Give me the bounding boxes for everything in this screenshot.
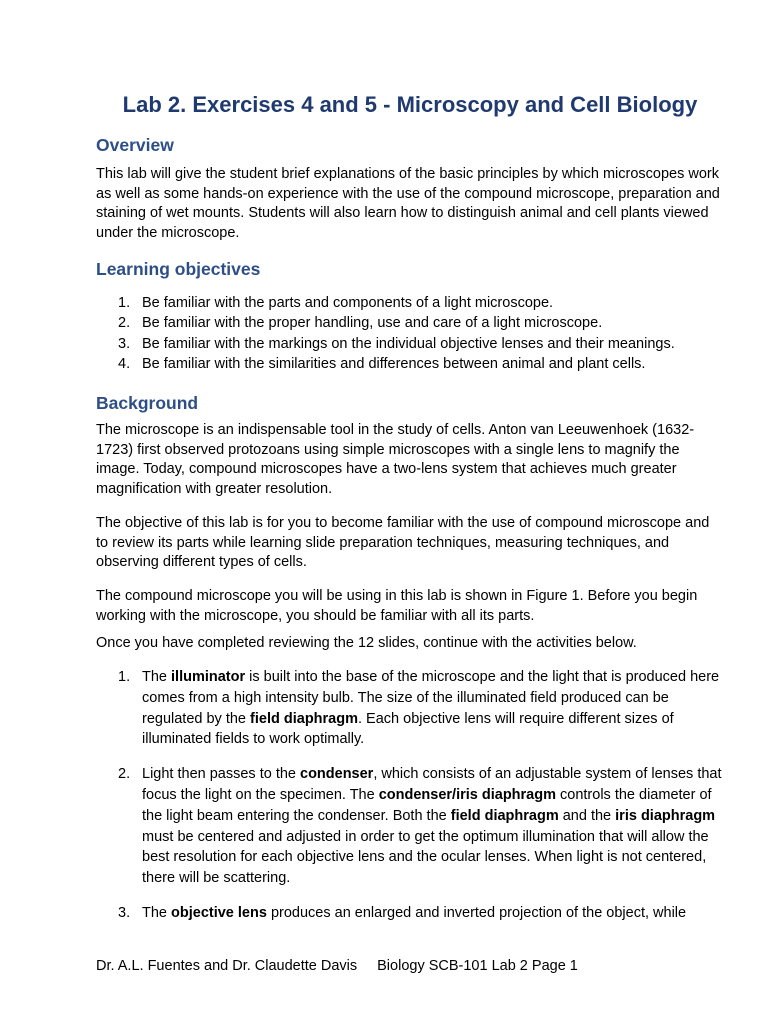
activities-list [96, 667, 724, 938]
text: The [142, 904, 172, 921]
overview-paragraph: This lab will give the student brief explanations of the basic principles by which microscopes work as well as some hands-on experience with the use of the compound microscope, preparation and staining of wet mounts. Students will also learn how to distinguish animal and cell plants viewed under the microscope. [96, 166, 720, 241]
background-paragraph-3: The compound microscope you will be using in this lab is shown in Figure 1. Before you begin working with the microscope, you should be familiar with all its parts. [96, 588, 698, 624]
list-item [96, 903, 724, 924]
text: controls the diameter of the light beam entering the condenser. Both the [142, 786, 712, 824]
page-footer [96, 958, 578, 974]
background-heading: Background [96, 393, 199, 413]
list-number: 3. [118, 335, 131, 352]
footer-authors: Dr. A.L. Fuentes and Dr. Claudette Davis [96, 958, 358, 974]
term-illuminator: illuminator [171, 669, 246, 685]
term-condenser-iris-diaphragm: condenser/iris diaphragm [378, 786, 556, 803]
overview-heading: Overview [96, 135, 174, 155]
term-condenser: condenser [300, 766, 374, 783]
list-item [96, 313, 724, 333]
list-item-text: Be familiar with the parts and components of a light microscope. [142, 295, 554, 311]
text: , which consists of an adjustable system of lenses that focus the light on the specimen. The [142, 766, 722, 803]
text: must be centered and adjusted in order to get the optimum illumination that will allow the best resolution for each objective lens and the ocular lenses. When light is not centered, there will be scattering. [142, 828, 709, 887]
learning-objectives-heading: Learning objectives [96, 259, 261, 279]
page-title: Lab 2. Exercises 4 and 5 - Microscopy and Cell Biology [122, 92, 698, 117]
list-item-text: Be familiar with the markings on the individual objective lenses and their meanings. [142, 335, 675, 352]
term-objective-lens: objective lens [171, 904, 267, 921]
list-item-text: Be familiar with the similarities and differences between animal and plant cells. [142, 356, 646, 373]
text: produces an enlarged and inverted projection of the object, while [266, 904, 687, 921]
list-number: 1. [118, 669, 131, 685]
term-iris-diaphragm: iris diaphragm [615, 807, 716, 824]
list-number: 1. [118, 295, 131, 311]
term-field-diaphragm: field diaphragm [450, 807, 559, 824]
list-item [96, 764, 724, 889]
list-item [96, 667, 724, 750]
background-paragraph-4: Once you have completed reviewing the 12 slides, continue with the activities below. [96, 635, 637, 651]
text: is built into the base of the microscope and the light that is produced here comes from a high intensity bulb. The size of the illuminated field produced can be regulated by the [142, 669, 720, 727]
text: . Each objective lens will require different sizes of illuminated fields to work optimally. [142, 710, 674, 748]
term-field-diaphragm: field diaphragm [250, 710, 358, 727]
list-number: 3. [118, 904, 131, 921]
list-item [96, 293, 724, 313]
list-item-text: Be familiar with the proper handling, use and care of a light microscope. [142, 315, 603, 332]
background-paragraph-2: The objective of this lab is for you to become familiar with the use of compound microscope and to review its parts while learning slide preparation techniques, measuring techniques, and observing different types of cells. [96, 515, 710, 571]
list-number: 4. [118, 356, 131, 373]
list-item [96, 354, 724, 374]
text: and the [558, 807, 616, 824]
list-number: 2. [118, 766, 131, 783]
background-paragraph-1: The microscope is an indispensable tool in the study of cells. Anton van Leeuwenhoek (1632-1723) first observed protozoans using simple microscopes with a single lens to magnify the image. Today, compound microscopes have a two-lens system that achieves much greater magnification with greater resolution. [96, 422, 695, 497]
list-number: 2. [118, 315, 131, 332]
learning-objectives-list [96, 293, 724, 375]
text: Light then passes to the [142, 766, 300, 783]
text: The [142, 669, 172, 685]
list-item [96, 334, 724, 354]
footer-course-page: Biology SCB-101 Lab 2 Page 1 [377, 958, 578, 974]
